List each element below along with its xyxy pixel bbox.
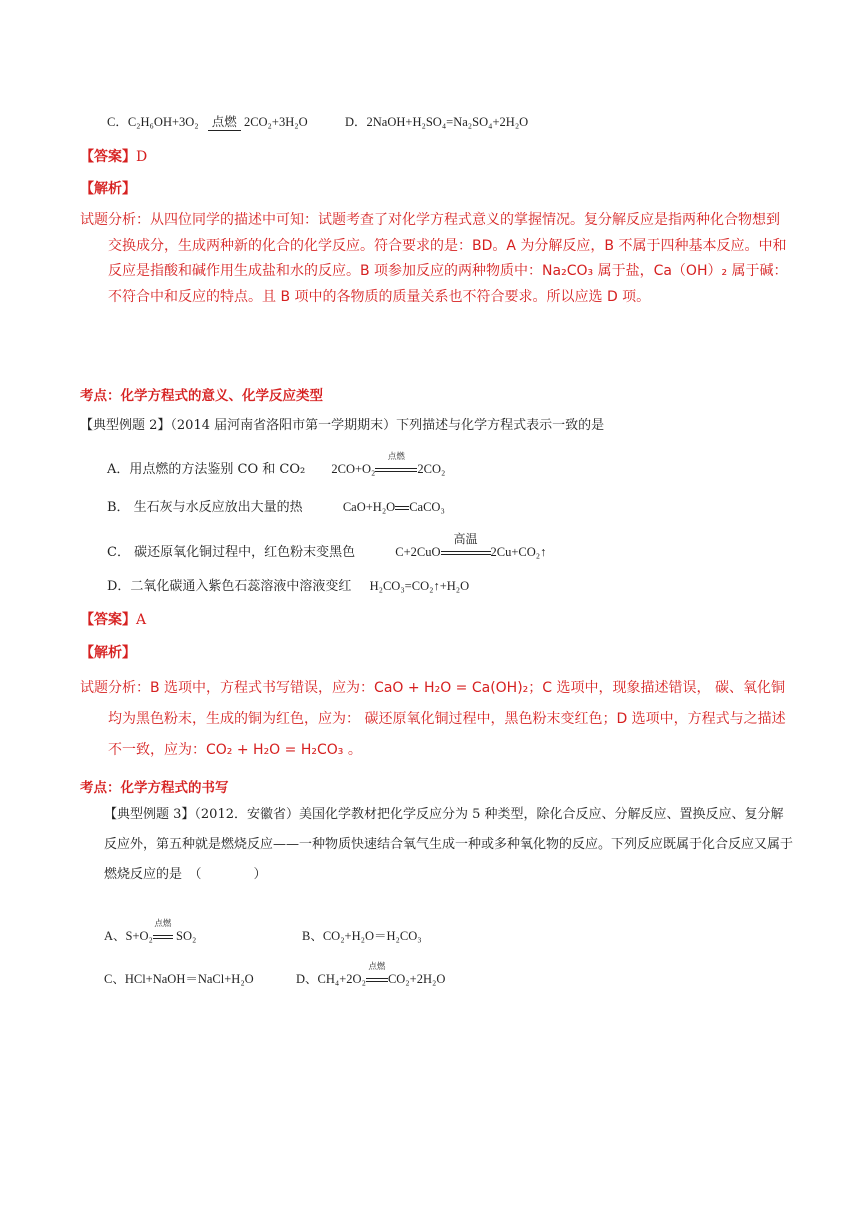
q2-a-left: 2CO+O₂	[331, 462, 376, 476]
q3-a-right: SO₂	[176, 929, 197, 943]
q2-analysis-text	[80, 673, 790, 766]
q2-d-text: D．二氧化碳通入紫色石蕊溶液中溶液变红	[107, 579, 352, 594]
q1-answer	[80, 146, 147, 166]
q2-b-right: CaCO₃	[409, 500, 445, 514]
q3-d-right: CO₂+2H₂O	[387, 972, 446, 986]
q1-c-reactants: C．C₂H₆OH+3O₂	[107, 115, 199, 129]
q2-a-cond-text: 点燃	[387, 452, 405, 462]
q2-b-text: B． 生石灰与水反应放出大量的热	[107, 500, 303, 515]
answer-tag: 【答案】	[80, 149, 136, 165]
q3-a-condition	[153, 918, 173, 944]
q2-kaodian: 考点：化学方程式的书写	[80, 780, 229, 796]
q2-a-right: 2CO₂	[417, 462, 446, 476]
q3-stem	[104, 800, 794, 890]
q1-analysis-text	[80, 208, 790, 310]
answer-tag: 【答案】	[80, 612, 136, 628]
q2-c-right: 2Cu+CO₂↑	[490, 545, 547, 559]
q2-analysis-body: 试题分析：B 选项中，方程式书写错误，应为：CaO + H₂O = Ca(OH)₂；C 选项中，现象描述错误， 碳、氧化铜均为黑色粉末，生成的铜为红色，应为： 碳还原氧化铜过程中，黑色粉末变红色；D 选项中，方程式与之描述不一致，应为：CO₂ + H₂O = H₂CO₃ 。	[80, 680, 786, 758]
q2-analysis-tag: 【解析】	[80, 645, 136, 661]
q3-d-condition	[366, 961, 388, 987]
q2-b-equals	[395, 506, 409, 510]
q2-a-condition	[375, 452, 417, 477]
q2-a-text: A．用点燃的方法鉴别 CO 和 CO₂	[107, 462, 306, 477]
q1-c-products: 2CO₂+3H₂O	[243, 115, 308, 129]
q2-stem: 【典型例题 2】（2014 届河南省洛阳市第一学期期末）下列描述与化学方程式表示一致的是	[80, 418, 605, 433]
q3-option-b: B、CO₂+H₂O＝H₂CO₃	[302, 929, 422, 943]
q3-d-left: D、CH₄+2O₂	[296, 972, 366, 986]
q2-d-eq: H₂CO₃=CO₂↑+H₂O	[369, 579, 470, 593]
q2-answer	[80, 609, 146, 629]
q1-option-c	[107, 112, 308, 131]
q3-stem-text: 【典型例题 3】（2012．安徽省）美国化学教材把化学反应分为 5 种类型，除化合反应、分解反应、置换反应、复分解反应外，第五种就是燃烧反应——一种物质快速结合氧气生成一种或多种氧化物的反应。下列反应既属于化合反应又属于燃烧反应的是 （ ）	[104, 807, 794, 882]
q3-option-c: C、HCl+NaOH＝NaCl+H₂O	[104, 972, 254, 986]
q1-option-d: D．2NaOH+H₂SO₄=Na₂SO₄+2H₂O	[345, 115, 529, 129]
answer-value: A	[136, 612, 147, 628]
q2-c-condition	[441, 532, 491, 560]
q2-option-a	[107, 452, 446, 477]
q3-option-a	[104, 918, 197, 944]
q2-c-text: C． 碳还原氧化铜过程中，红色粉末变黑色	[107, 545, 356, 560]
q1-kaodian: 考点：化学方程式的意义、化学反应类型	[80, 388, 323, 404]
q2-c-cond-text: 高温	[453, 532, 478, 546]
q3-a-cond-text: 点燃	[154, 918, 172, 928]
q2-c-left: C+2CuO	[395, 545, 441, 559]
q1-analysis-body: 试题分析：从四位同学的描述中可知：试题考查了对化学方程式意义的掌握情况。复分解反应是指两种化合物想到交换成分，生成两种新的化合的化学反应。符合要求的是：BD。A 为分解反应，B 不属于四种基本反应。中和反应是指酸和碱作用生成盐和水的反应。B 项参加反应的两种物质中：Na₂CO₃ 属于盐，Ca（OH）₂ 属于碱：不符合中和反应的特点。且 B 项中的各物质的质量关系也不符合要求。所以应选 D 项。	[80, 212, 788, 305]
q2-option-c	[107, 532, 547, 560]
q3-a-left: A、S+O₂	[104, 929, 153, 943]
answer-value: D	[136, 149, 148, 165]
q2-option-d	[107, 575, 469, 594]
q1-c-condition: 点燃	[208, 112, 241, 131]
q1-analysis-tag: 【解析】	[80, 181, 136, 197]
q3-d-cond-text: 点燃	[368, 961, 386, 971]
q3-option-d	[296, 961, 446, 987]
q2-b-left: CaO+H₂O	[342, 500, 396, 514]
q2-option-b	[107, 496, 445, 515]
